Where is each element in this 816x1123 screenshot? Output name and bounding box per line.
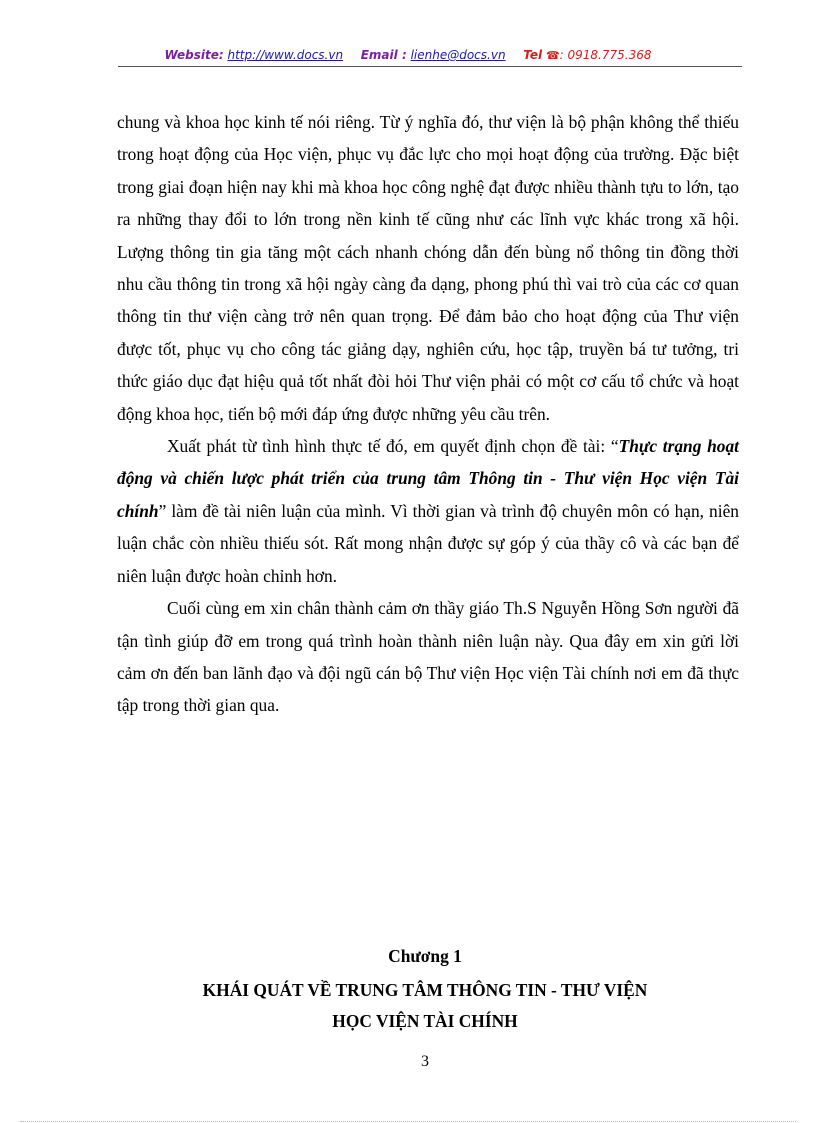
phone-icon: ☎ bbox=[545, 49, 560, 62]
tel-label: Tel bbox=[523, 48, 543, 62]
email-label: Email : bbox=[360, 48, 407, 62]
tel-value: : 0918.775.368 bbox=[559, 48, 652, 62]
paragraph-1: chung và khoa học kinh tế nói riêng. Từ ý nghĩa đó, thư viện là bộ phận không thể thiếu trong hoạt động của Học viện, phục vụ đắc lực cho mọi hoạt động của trường. Đặc biệt trong giai đoạn hiện nay khi mà khoa học công nghệ đạt được nhiều thành tựu to lớn, tạo ra những thay đổi to lớn trong nền kinh tế cũng như các lĩnh vực khác trong xã hội. Lượng thông tin gia tăng một cách nhanh chóng dẫn đến bùng nổ thông tin đồng thời nhu cầu thông tin trong xã hội ngày càng đa dạng, phong phú thì vai trò của các cơ quan thông tin thư viện càng trở nên quan trọng. Để đảm bảo cho hoạt động của Thư viện được tốt, phục vụ cho công tác giảng dạy, nghiên cứu, học tập, truyền bá tư tưởng, tri thức giáo dục đạt hiệu quả tốt nhất đòi hỏi Thư viện phải có một cơ cấu tổ chức và hoạt động khoa học, tiến bộ mới đáp ứng được những yêu cầu trên. bbox=[117, 112, 739, 424]
page-bottom-border bbox=[20, 1121, 796, 1122]
website-label: Website: bbox=[164, 48, 224, 62]
header-divider bbox=[118, 66, 742, 67]
thesis-title: Thực trạng hoạt động và chiến lược phát triển của trung tâm Thông tin - Thư viện Học viện Tài chính bbox=[117, 436, 739, 521]
paragraph-2-rest: ” làm đề tài niên luận của mình. Vì thời gian và trình độ chuyên môn có hạn, niên luận chắc còn nhiều thiếu sót. Rất mong nhận được sự góp ý của thầy cô và các bạn để niên luận được hoàn chỉnh hơn. bbox=[117, 500, 739, 586]
paragraph-3: Cuối cùng em xin chân thành cảm ơn thầy giáo Th.S Nguyễn Hồng Sơn người đã tận tình giúp đỡ em trong quá trình hoàn thành niên luận này. Qua đây em xin gửi lời cảm ơn đến ban lãnh đạo và đội ngũ cán bộ Thư viện Học viện Tài chính nơi em đã thực tập trong thời gian qua. bbox=[117, 598, 739, 716]
chapter-title-line-1: KHÁI QUÁT VỀ TRUNG TÂM THÔNG TIN - THƯ VIỆN bbox=[202, 980, 648, 1000]
chapter-title-line-2: HỌC VIỆN TÀI CHÍNH bbox=[332, 1011, 518, 1031]
paragraph-2 bbox=[117, 430, 739, 592]
website-link[interactable]: http://www.docs.vn bbox=[227, 48, 344, 62]
page-number: 3 bbox=[421, 1053, 429, 1070]
document-body bbox=[117, 106, 739, 722]
paragraph-2-lead: Xuất phát từ tình hình thực tế đó, em quyết định chọn đề tài: “ bbox=[167, 436, 619, 457]
chapter-number: Chương 1 bbox=[388, 946, 462, 966]
email-link[interactable]: lienhe@docs.vn bbox=[410, 48, 506, 62]
page-header bbox=[0, 47, 816, 64]
